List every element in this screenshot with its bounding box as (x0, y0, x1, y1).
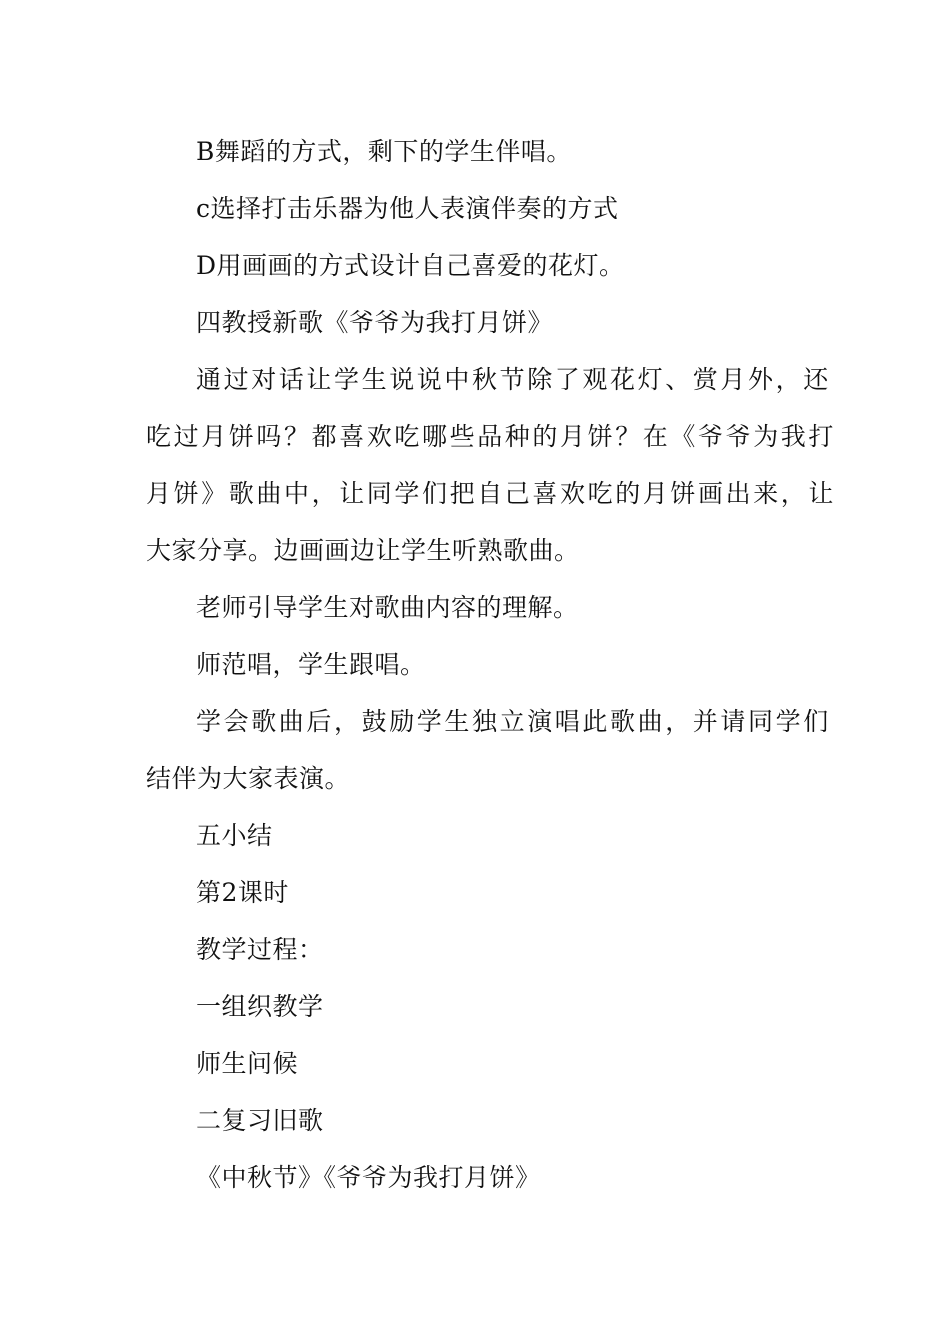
lesson-heading: 第2课时 (196, 878, 289, 907)
paragraph-line: 老师引导学生对歌曲内容的理解。 (196, 593, 579, 622)
paragraph-line: 《中秋节》《爷爷为我打月饼》 (196, 1163, 541, 1192)
text-line-option-d: D用画画的方式设计自己喜爱的花灯。 (196, 251, 625, 280)
section-heading-summary: 五小结 (196, 821, 273, 850)
section-heading-organize: 一组织教学 (196, 992, 324, 1021)
paragraph-line: 学会歌曲后，鼓励学生独立演唱此歌曲，并请同学们 (196, 707, 831, 736)
paragraph-line: 大家分享。边画画边让学生听熟歌曲。 (146, 536, 580, 565)
teaching-process-label: 教学过程： (196, 935, 324, 964)
text-line-option-c: c选择打击乐器为他人表演伴奏的方式 (196, 194, 619, 223)
paragraph-line: 通过对话让学生说说中秋节除了观花灯、赏月外，还 (196, 365, 831, 394)
paragraph-line: 月饼》歌曲中，让同学们把自己喜欢吃的月饼画出来，让 (146, 479, 837, 508)
section-heading-review: 二复习旧歌 (196, 1106, 324, 1135)
paragraph-line: 师范唱，学生跟唱。 (196, 650, 426, 679)
paragraph-line: 结伴为大家表演。 (146, 764, 351, 793)
text-line-option-b: B舞蹈的方式，剩下的学生伴唱。 (196, 137, 572, 166)
paragraph-line: 吃过月饼吗？都喜欢吃哪些品种的月饼？在《爷爷为我打 (146, 422, 837, 451)
section-heading-new-song: 四教授新歌《爷爷为我打月饼》 (196, 308, 554, 337)
paragraph-line: 师生问候 (196, 1049, 299, 1078)
